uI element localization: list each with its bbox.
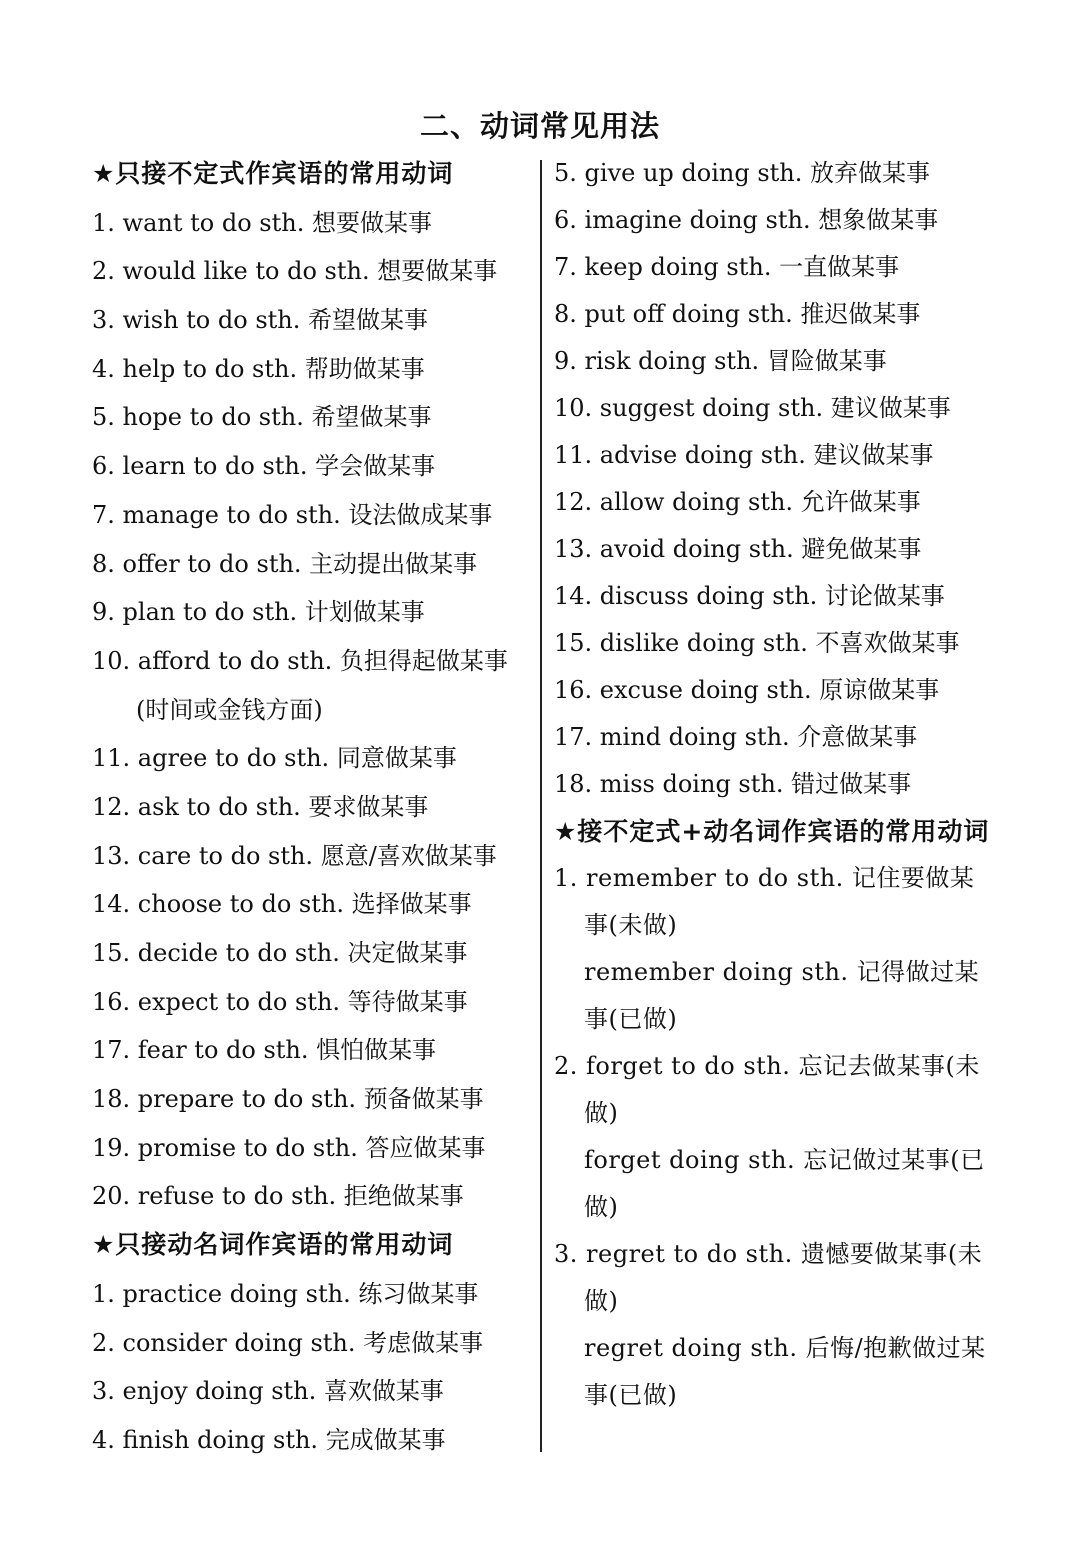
left-column [92,150,532,1465]
list-item: 12. allow doing sth. 允许做某事 [554,488,921,516]
list-item: 4. help to do sth. 帮助做某事 [92,354,425,383]
list-item: 17. mind doing sth. 介意做某事 [554,723,918,751]
list-item: 10. afford to do sth. 负担得起做某事(时间或金钱方面) [92,646,508,724]
list-item: 11. advise doing sth. 建议做某事 [554,441,934,469]
list-item: 7. keep doing sth. 一直做某事 [554,253,900,281]
list-item: 17. fear to do sth. 惧怕做某事 [92,1036,437,1065]
list-item: 9. risk doing sth. 冒险做某事 [554,347,887,375]
list-item: 2. forget to do sth. 忘记去做某事(未做) [554,1052,980,1127]
list-item: 3. wish to do sth. 希望做某事 [92,306,428,335]
list-item: 1. practice doing sth. 练习做某事 [92,1279,479,1308]
list-item: 13. avoid doing sth. 避免做某事 [554,535,922,563]
list-item: 11. agree to do sth. 同意做某事 [92,744,457,773]
list-item: 8. offer to do sth. 主动提出做某事 [92,549,478,578]
list-item: 3. regret to do sth. 遗憾要做某事(未做) [554,1240,983,1315]
list-item: 5. give up doing sth. 放弃做某事 [554,159,931,187]
list-item: 18. miss doing sth. 错过做某事 [554,770,912,798]
page-title: 二、动词常见用法 [419,109,660,143]
list-item: 14. choose to do sth. 选择做某事 [92,890,472,919]
list-item: 3. enjoy doing sth. 喜欢做某事 [92,1377,444,1406]
list-item: 1. remember to do sth. 记住要做某事(未做) [554,864,975,939]
list-item: 9. plan to do sth. 计划做某事 [92,598,425,627]
list-item: 6. learn to do sth. 学会做某事 [92,452,436,481]
list-item: 19. promise to do sth. 答应做某事 [92,1133,486,1162]
list-item: 8. put off doing sth. 推迟做某事 [554,300,921,328]
list-item: 1. want to do sth. 想要做某事 [92,208,432,237]
list-item-contrast: regret doing sth. 后悔/抱歉做过某事(已做) [584,1334,986,1409]
section-heading-infinitive-and-gerund: ★接不定式+动名词作宾语的常用动词 [554,817,990,846]
list-item: 5. hope to do sth. 希望做某事 [92,403,432,432]
list-item-contrast: remember doing sth. 记得做过某事(已做) [584,958,980,1033]
list-item: 13. care to do sth. 愿意/喜欢做某事 [92,841,497,870]
list-item-contrast: forget doing sth. 忘记做过某事(已做) [584,1146,985,1221]
column-divider [540,160,542,1452]
list-item: 4. finish doing sth. 完成做某事 [92,1425,446,1454]
list-item: 7. manage to do sth. 设法做成某事 [92,500,493,529]
list-item: 14. discuss doing sth. 讨论做某事 [554,582,945,610]
list-item: 16. excuse doing sth. 原谅做某事 [554,676,940,704]
section-heading-gerund-only: ★只接动名词作宾语的常用动词 [92,1230,454,1260]
section-heading-infinitive-only: ★只接不定式作宾语的常用动词 [92,159,454,188]
list-item: 12. ask to do sth. 要求做某事 [92,792,429,821]
list-item: 15. dislike doing sth. 不喜欢做某事 [554,629,960,657]
list-item: 10. suggest doing sth. 建议做某事 [554,394,951,422]
list-item: 18. prepare to do sth. 预备做某事 [92,1085,484,1114]
right-column [554,150,990,1419]
list-item: 6. imagine doing sth. 想象做某事 [554,206,939,234]
list-item: 2. consider doing sth. 考虑做某事 [92,1328,484,1357]
list-item: 20. refuse to do sth. 拒绝做某事 [92,1182,464,1211]
list-item: 15. decide to do sth. 决定做某事 [92,939,468,968]
list-item: 16. expect to do sth. 等待做某事 [92,987,468,1016]
list-item: 2. would like to do sth. 想要做某事 [92,257,498,286]
